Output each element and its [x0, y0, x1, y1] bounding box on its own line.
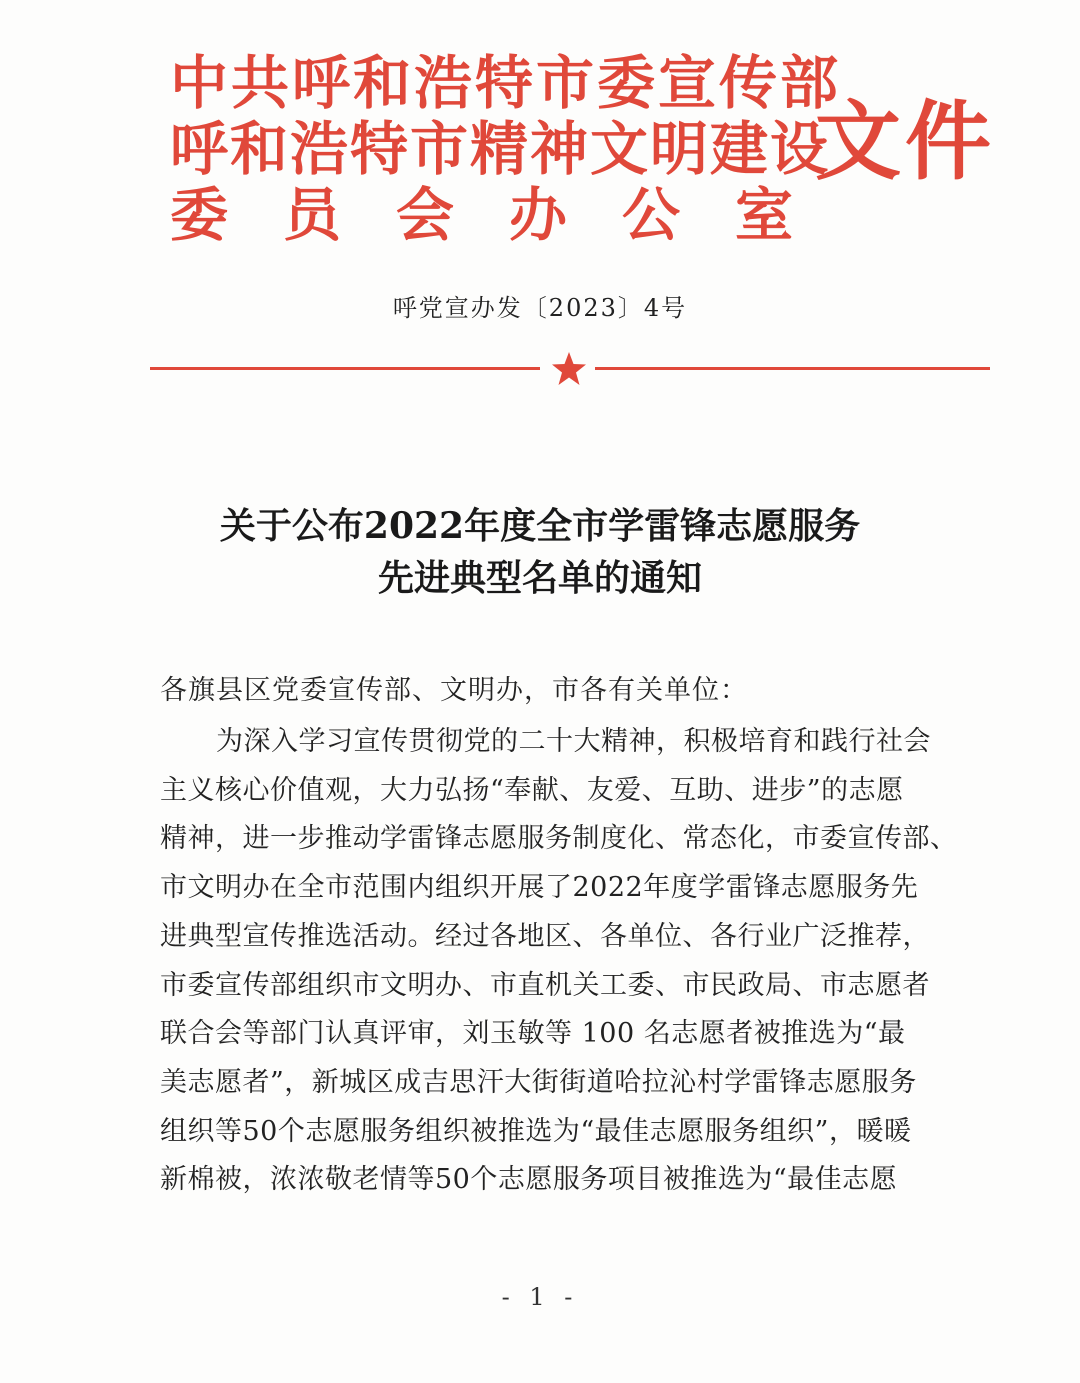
letterhead-org-names: [170, 49, 849, 249]
document-number: 呼党宣办发〔2023〕4号: [392, 294, 688, 322]
body-line: 组织等50个志愿服务组织被推选为“最佳志愿服务组织”，暖暖: [160, 1115, 912, 1147]
red-separator: [150, 356, 990, 386]
body-line: 主义核心价值观，大力弘扬“奉献、友爱、互助、进步”的志愿: [160, 774, 904, 806]
body-line: 联合会等部门认真评审，刘玉敏等 100 名志愿者被推选为“最: [160, 1018, 906, 1050]
body-line: 市委宣传部组织市文明办、市直机关工委、市民政局、市志愿者: [160, 969, 930, 1001]
body-line: 新棉被，浓浓敬老情等50个志愿服务项目被推选为“最佳志愿: [160, 1164, 898, 1196]
title-line-2: 先进典型名单的通知: [377, 557, 702, 599]
page-number: - 1 -: [501, 1283, 579, 1311]
letterhead-org-line-2: 呼和浩特市精神文明建设: [170, 115, 831, 183]
salutation: 各旗县区党委宣传部、文明办，市各有关单位：: [160, 675, 748, 706]
letterhead-doc-type: 文件: [815, 92, 995, 192]
body-line: 精神，进一步推动学雷锋志愿服务制度化、常态化，市委宣传部、: [160, 823, 958, 855]
body-line: 市文明办在全市范围内组织开展了2022年度学雷锋志愿服务先: [160, 872, 919, 904]
letterhead-org-line-1: 中共呼和浩特市委宣传部: [170, 49, 842, 117]
separator-line-left: [150, 367, 540, 370]
body-paragraph: [160, 718, 960, 1205]
body-line: 进典型宣传推选活动。经过各地区、各单位、各行业广泛推荐，: [160, 920, 930, 952]
title-line-1: 关于公布2022年度全市学雷锋志愿服务: [219, 505, 861, 547]
document-title: [0, 500, 1080, 604]
body-line: 为深入学习宣传贯彻党的二十大精神，积极培育和践行社会: [216, 726, 931, 757]
star-icon: [550, 350, 588, 388]
separator-line-right: [595, 367, 990, 370]
letterhead-org-line-3: 委员会办公室: [170, 181, 849, 249]
body-line: 美志愿者”，新城区成吉思汗大街街道哈拉沁村学雷锋志愿服务: [160, 1066, 917, 1098]
